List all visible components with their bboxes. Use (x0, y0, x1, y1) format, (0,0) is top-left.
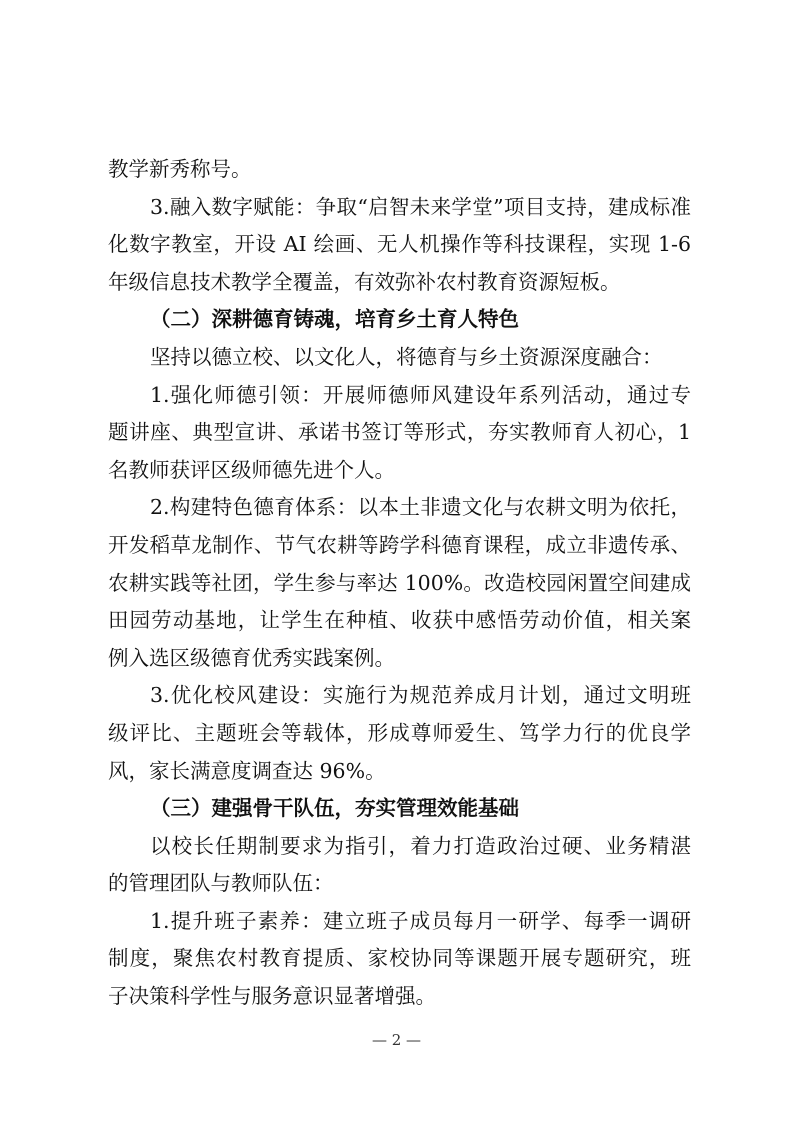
text-line: 坚持以德立校、以文化人，将德育与乡土资源深度融合： (150, 344, 663, 369)
text-line: 年级信息技术教学全覆盖，有效弥补农村教育资源短板。 (108, 269, 621, 294)
paragraph (108, 189, 691, 302)
text-line: 2.构建特色德育体系：以本土非遗文化与农耕文明为依托， (150, 495, 691, 520)
text-line: （三）建强骨干队伍，夯实管理效能基础 (150, 796, 519, 821)
page-number: — 2 — (371, 1031, 422, 1049)
text-line: 子决策科学性与服务意识显著增强。 (108, 984, 436, 1009)
paragraph (108, 339, 691, 377)
text-line: 1.提升班子素养：建立班子成员每月一研学、每季一调研 (150, 908, 691, 933)
text-line: 开发稻草龙制作、节气农耕等跨学科德育课程，成立非遗传承、 (108, 532, 691, 557)
text-line: 农耕实践等社团，学生参与率达 100%。改造校园闲置空间建成 (108, 570, 691, 595)
paragraph (108, 151, 691, 189)
paragraph (108, 489, 691, 677)
text-line: 风，家长满意度调查达 96%。 (108, 758, 386, 783)
text-line: 的管理团队与教师队伍： (108, 871, 334, 896)
paragraph (108, 677, 691, 790)
text-line: 例入选区级德育优秀实践案例。 (108, 645, 395, 670)
paragraph (108, 828, 691, 903)
document-body (108, 151, 691, 1016)
text-line: 级评比、主题班会等载体，形成尊师爱生、笃学力行的优良学 (108, 720, 691, 745)
text-line: 3.融入数字赋能：争取“启智未来学堂”项目支持，建成标准 (150, 194, 691, 219)
section-heading (108, 301, 691, 339)
text-line: 3.优化校风建设：实施行为规范养成月计划，通过文明班 (150, 683, 691, 708)
section-heading (108, 790, 691, 828)
paragraph (108, 377, 691, 490)
paragraph (108, 903, 691, 1016)
text-line: （二）深耕德育铸魂，培育乡土育人特色 (150, 307, 519, 332)
text-line: 1.强化师德引领：开展师德师风建设年系列活动，通过专 (150, 382, 691, 407)
text-line: 田园劳动基地，让学生在种植、收获中感悟劳动价值，相关案 (108, 608, 691, 633)
text-line: 化数字教室，开设 AI 绘画、无人机操作等科技课程，实现 1-6 (108, 232, 691, 257)
text-line: 教学新秀称号。 (108, 157, 252, 181)
text-line: 制度，聚焦农村教育提质、家校协同等课题开展专题研究，班 (108, 946, 691, 971)
text-line: 名教师获评区级师德先进个人。 (108, 457, 395, 482)
text-line: 题讲座、典型宣讲、承诺书签订等形式，夯实教师育人初心，1 (108, 420, 691, 445)
text-line: 以校长任期制要求为指引，着力打造政治过硬、业务精湛 (150, 833, 691, 858)
